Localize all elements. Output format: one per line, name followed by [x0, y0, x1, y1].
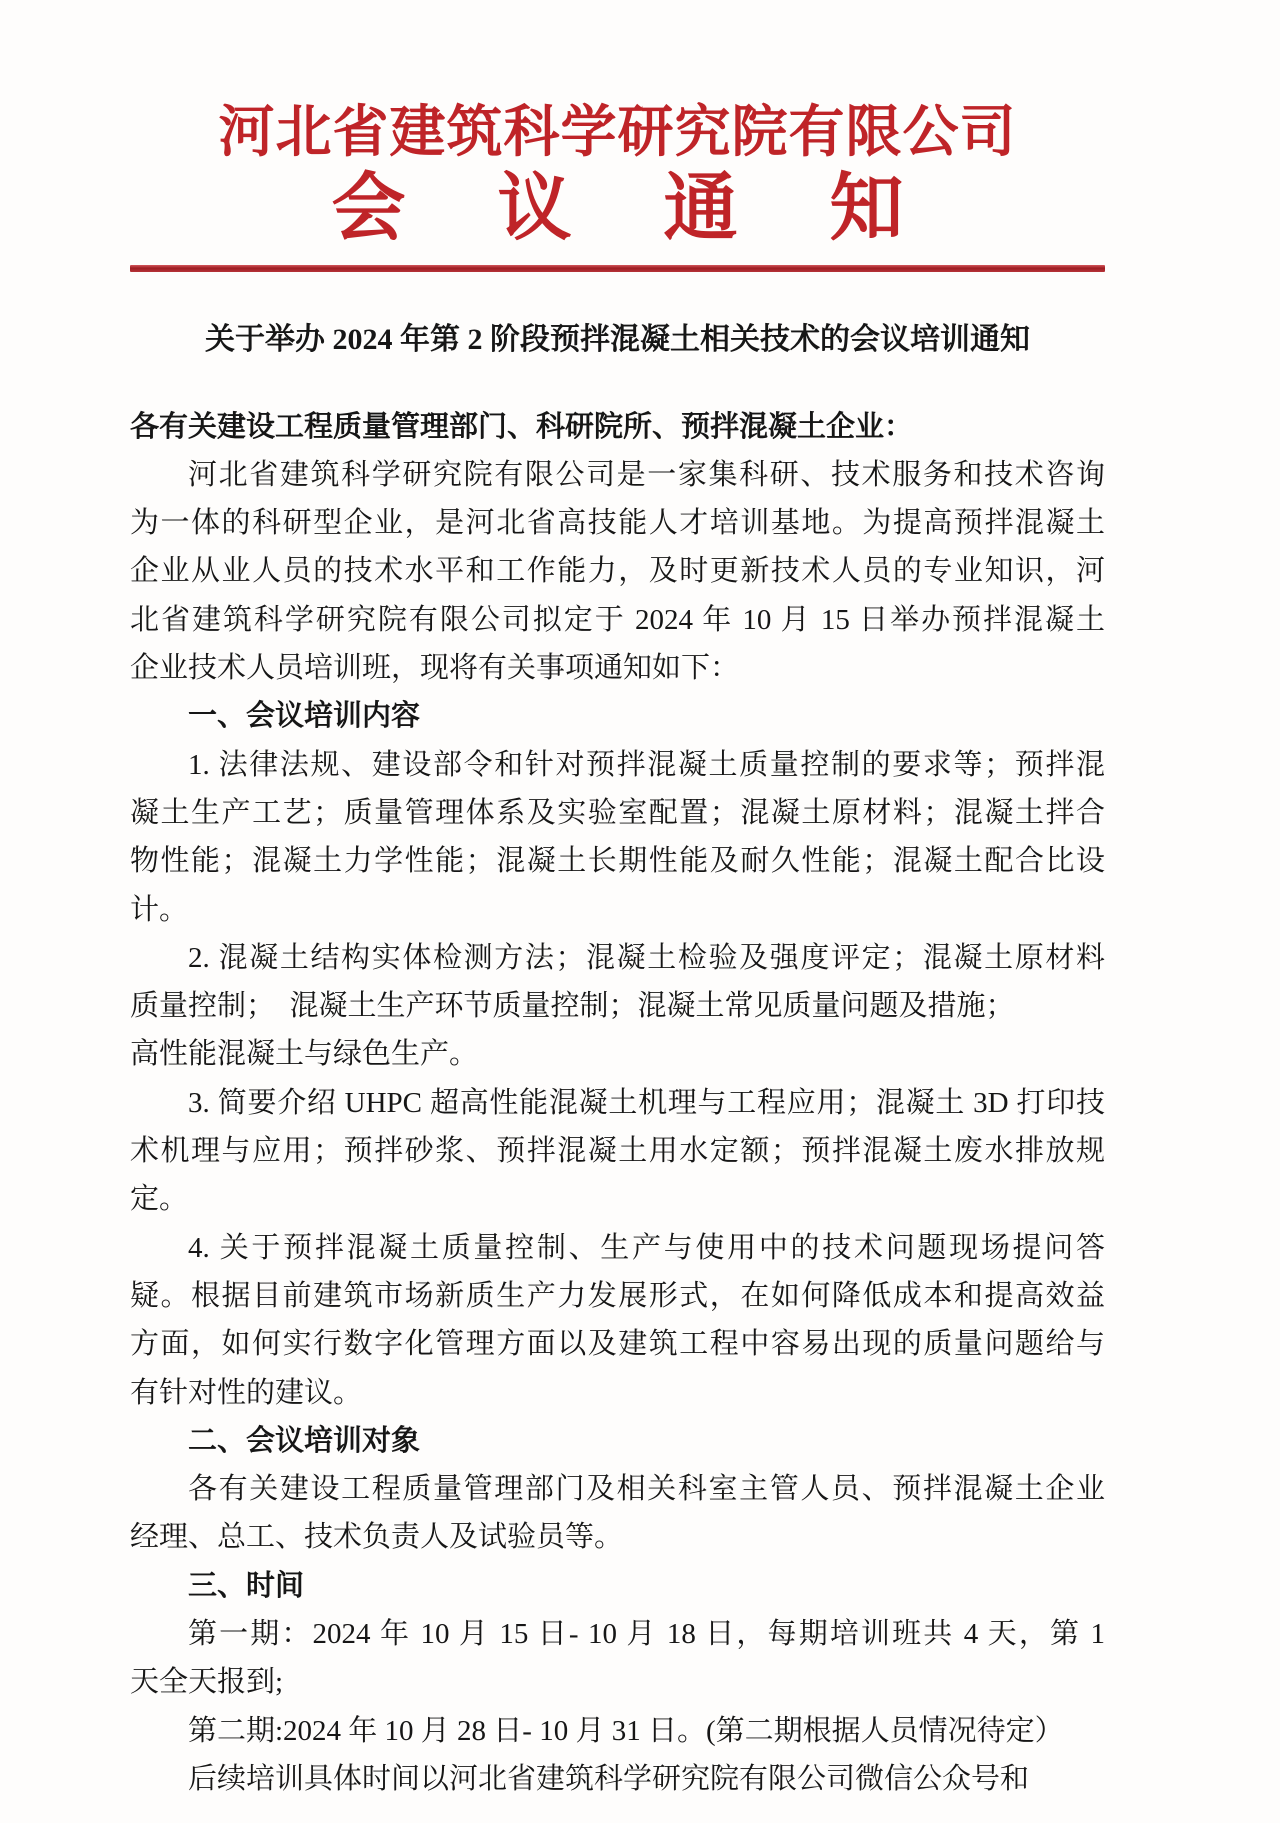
document-sheet: [130, 0, 1105, 1803]
header-divider-rule: [130, 265, 1105, 272]
body-line: 企业技术人员培训班，现将有关事项通知如下：: [130, 652, 740, 685]
section-heading-line: 一、会议培训内容: [188, 700, 421, 733]
subject-line: 关于举办 2024 年第 2 阶段预拌混凝土相关技术的会议培训通知: [205, 322, 1030, 356]
section-heading-line: 二、会议培训对象: [188, 1424, 421, 1457]
body-line: 企业从业人员的技术水平和工作能力，及时更新技术人员的专业知识，河: [130, 555, 1105, 588]
body-line: 北省建筑科学研究院有限公司拟定于 2024 年 10 月 15 日举办预拌混凝土: [130, 603, 1105, 636]
body-line: 定。: [130, 1183, 189, 1216]
body-line: 河北省建筑科学研究院有限公司是一家集科研、技术服务和技术咨询: [188, 458, 1105, 491]
body-line: 3. 简要介绍 UHPC 超高性能混凝土机理与工程应用；混凝土 3D 打印技: [188, 1086, 1105, 1119]
body-line: 天全天报到;: [130, 1666, 284, 1699]
body-line: 4. 关于预拌混凝土质量控制、生产与使用中的技术问题现场提问答: [188, 1231, 1105, 1264]
body-line: 方面，如何实行数字化管理方面以及建筑工程中容易出现的质量问题给与: [130, 1328, 1105, 1361]
document-title-char: 会: [331, 168, 406, 251]
body-line: 为一体的科研型企业，是河北省高技能人才培训基地。为提高预拌混凝土: [130, 507, 1105, 540]
body-line: 计。: [130, 893, 189, 926]
section-heading-line: 三、时间: [188, 1569, 305, 1602]
notice-body: [130, 403, 1105, 1804]
body-line: 2. 混凝土结构实体检测方法；混凝土检验及强度评定；混凝土原材料: [188, 941, 1105, 974]
document-title: [130, 169, 1105, 250]
body-line: 凝土生产工艺；质量管理体系及实验室配置；混凝土原材料；混凝土拌合: [130, 796, 1105, 829]
section-heading-line: 各有关建设工程质量管理部门、科研院所、预拌混凝土企业：: [130, 410, 914, 443]
body-line: 各有关建设工程质量管理部门及相关科室主管人员、预拌混凝土企业: [188, 1473, 1105, 1506]
body-line: 高性能混凝土与绿色生产。: [130, 1038, 479, 1071]
document-title-char: 通: [663, 168, 738, 251]
body-line: 第一期：2024 年 10 月 15 日- 10 月 18 日，每期培训班共 4 天，第 1: [188, 1618, 1105, 1650]
body-line: 质量控制； 混凝土生产环节质量控制；混凝土常见质量问题及措施；: [130, 990, 1015, 1023]
document-title-char: 知: [829, 168, 904, 251]
body-line: 术机理与应用；预拌砂浆、预拌混凝土用水定额；预拌混凝土废水排放规: [130, 1135, 1105, 1168]
body-line: 第二期:2024 年 10 月 28 日- 10 月 31 日。(第二期根据人员情况待定）: [188, 1714, 1064, 1747]
body-line: 有针对性的建议。: [130, 1376, 363, 1409]
body-line: 疑。根据目前建筑市场新质生产力发展形式，在如何降低成本和提高效益: [130, 1279, 1105, 1312]
body-line: 经理、总工、技术负责人及试验员等。: [130, 1521, 624, 1554]
body-line: 1. 法律法规、建设部令和针对预拌混凝土质量控制的要求等；预拌混: [188, 748, 1105, 781]
body-line: 后续培训具体时间以河北省建筑科学研究院有限公司微信公众号和: [188, 1762, 1030, 1795]
document-title-char: 议: [497, 168, 572, 251]
company-name: 河北省建筑科学研究院有限公司: [218, 102, 1017, 164]
body-line: 物性能；混凝土力学性能；混凝土长期性能及耐久性能；混凝土配合比设: [130, 845, 1105, 878]
